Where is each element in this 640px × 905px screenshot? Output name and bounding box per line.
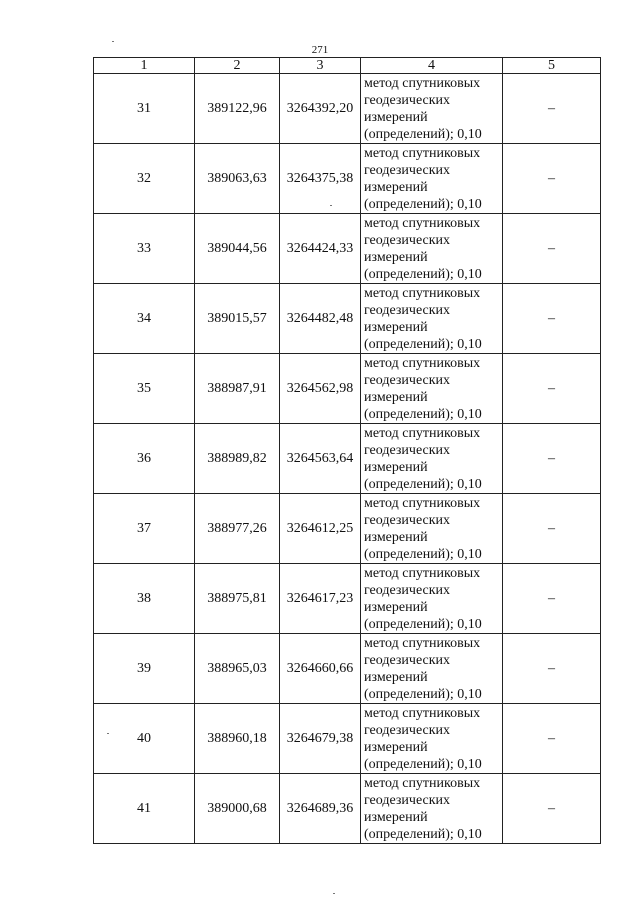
x-coordinate-cell: 389063,63 — [195, 144, 280, 214]
y-coordinate-cell: 3264689,36 — [280, 774, 361, 844]
point-number-cell: 33 — [94, 214, 195, 284]
method-line: измерений — [364, 389, 428, 405]
point-number-cell: 37 — [94, 494, 195, 564]
method-line: измерений — [364, 669, 428, 685]
x-coordinate-cell: 389015,57 — [195, 284, 280, 354]
method-line: геодезических — [364, 512, 451, 528]
point-number-cell: 35 — [94, 354, 195, 424]
method-cell — [361, 354, 503, 424]
method-line: геодезических — [364, 162, 451, 178]
x-coordinate-cell: 388989,82 — [195, 424, 280, 494]
method-cell — [361, 704, 503, 774]
column-header-1: 1 — [94, 58, 195, 74]
column-header-5: 5 — [503, 58, 601, 74]
method-line: геодезических — [364, 792, 451, 808]
note-dash: – — [548, 170, 555, 186]
method-line: измерений — [364, 179, 428, 195]
scan-speck — [107, 733, 109, 734]
method-line: метод спутниковых — [364, 705, 481, 721]
method-line: геодезических — [364, 722, 451, 738]
method-line: геодезических — [364, 302, 451, 318]
point-number-cell: 41 — [94, 774, 195, 844]
note-dash: – — [548, 100, 555, 116]
x-coordinate-cell: 389122,96 — [195, 74, 280, 144]
x-coordinate-cell: 388975,81 — [195, 564, 280, 634]
point-number-cell: 39 — [94, 634, 195, 704]
point-number-cell: 34 — [94, 284, 195, 354]
point-number-cell: 36 — [94, 424, 195, 494]
note-dash: – — [548, 800, 555, 816]
column-header-4: 4 — [361, 58, 503, 74]
method-line: геодезических — [364, 92, 451, 108]
note-cell — [503, 424, 601, 494]
point-number-cell: 32 — [94, 144, 195, 214]
method-line: измерений — [364, 459, 428, 475]
y-coordinate-cell: 3264392,20 — [280, 74, 361, 144]
method-cell — [361, 214, 503, 284]
method-cell — [361, 774, 503, 844]
x-coordinate-cell: 388977,26 — [195, 494, 280, 564]
note-cell — [503, 144, 601, 214]
method-cell — [361, 284, 503, 354]
x-coordinate-cell: 388960,18 — [195, 704, 280, 774]
table-row — [94, 494, 601, 564]
method-cell — [361, 424, 503, 494]
method-cell — [361, 144, 503, 214]
x-coordinate-cell: 388987,91 — [195, 354, 280, 424]
note-cell — [503, 74, 601, 144]
method-line: (определений); 0,10 — [364, 756, 482, 772]
x-coordinate-cell: 388965,03 — [195, 634, 280, 704]
note-dash: – — [548, 380, 555, 396]
y-coordinate-cell: 3264375,38 — [280, 144, 361, 214]
column-header-3: 3 — [280, 58, 361, 74]
method-line: геодезических — [364, 372, 451, 388]
method-line: геодезических — [364, 442, 451, 458]
table-row — [94, 774, 601, 844]
method-line: метод спутниковых — [364, 215, 481, 231]
scan-speck — [112, 41, 114, 42]
method-line: метод спутниковых — [364, 775, 481, 791]
method-line: геодезических — [364, 232, 451, 248]
point-number-cell: 31 — [94, 74, 195, 144]
method-line: (определений); 0,10 — [364, 476, 482, 492]
scan-speck — [330, 205, 332, 206]
coordinates-table — [93, 57, 601, 844]
method-line: (определений); 0,10 — [364, 616, 482, 632]
note-cell — [503, 704, 601, 774]
method-line: метод спутниковых — [364, 425, 481, 441]
method-line: (определений); 0,10 — [364, 266, 482, 282]
note-dash: – — [548, 590, 555, 606]
y-coordinate-cell: 3264660,66 — [280, 634, 361, 704]
y-coordinate-cell: 3264562,98 — [280, 354, 361, 424]
note-dash: – — [548, 660, 555, 676]
y-coordinate-cell: 3264679,38 — [280, 704, 361, 774]
method-line: (определений); 0,10 — [364, 126, 482, 142]
method-line: измерений — [364, 109, 428, 125]
table-row — [94, 214, 601, 284]
table-row — [94, 284, 601, 354]
method-line: метод спутниковых — [364, 635, 481, 651]
y-coordinate-cell: 3264612,25 — [280, 494, 361, 564]
y-coordinate-cell: 3264424,33 — [280, 214, 361, 284]
note-cell — [503, 354, 601, 424]
note-cell — [503, 634, 601, 704]
note-cell — [503, 564, 601, 634]
table-row — [94, 74, 601, 144]
note-dash: – — [548, 730, 555, 746]
method-line: измерений — [364, 599, 428, 615]
note-cell — [503, 774, 601, 844]
note-cell — [503, 284, 601, 354]
note-dash: – — [548, 310, 555, 326]
method-line: метод спутниковых — [364, 285, 481, 301]
method-line: метод спутниковых — [364, 145, 481, 161]
method-line: метод спутниковых — [364, 355, 481, 371]
method-line: (определений); 0,10 — [364, 686, 482, 702]
method-line: метод спутниковых — [364, 565, 481, 581]
note-dash: – — [548, 450, 555, 466]
table-row — [94, 634, 601, 704]
method-line: (определений); 0,10 — [364, 546, 482, 562]
method-cell — [361, 564, 503, 634]
method-line: измерений — [364, 809, 428, 825]
method-line: измерений — [364, 529, 428, 545]
method-line: (определений); 0,10 — [364, 826, 482, 842]
x-coordinate-cell: 389000,68 — [195, 774, 280, 844]
page-number: 271 — [311, 44, 329, 56]
column-header-2: 2 — [195, 58, 280, 74]
method-line: измерений — [364, 739, 428, 755]
method-line: (определений); 0,10 — [364, 196, 482, 212]
method-line: метод спутниковых — [364, 75, 481, 91]
method-cell — [361, 634, 503, 704]
note-cell — [503, 214, 601, 284]
method-line: (определений); 0,10 — [364, 406, 482, 422]
table-header-row — [94, 58, 601, 74]
table-row — [94, 564, 601, 634]
y-coordinate-cell: 3264563,64 — [280, 424, 361, 494]
table-row — [94, 144, 601, 214]
method-line: геодезических — [364, 582, 451, 598]
y-coordinate-cell: 3264617,23 — [280, 564, 361, 634]
point-number-cell: 38 — [94, 564, 195, 634]
method-cell — [361, 494, 503, 564]
y-coordinate-cell: 3264482,48 — [280, 284, 361, 354]
table-row — [94, 424, 601, 494]
note-dash: – — [548, 240, 555, 256]
table-row — [94, 704, 601, 774]
method-line: метод спутниковых — [364, 495, 481, 511]
table-row — [94, 354, 601, 424]
method-line: измерений — [364, 319, 428, 335]
method-line: геодезических — [364, 652, 451, 668]
scan-speck — [333, 893, 335, 894]
note-dash: – — [548, 520, 555, 536]
method-line: измерений — [364, 249, 428, 265]
method-cell — [361, 74, 503, 144]
note-cell — [503, 494, 601, 564]
method-line: (определений); 0,10 — [364, 336, 482, 352]
x-coordinate-cell: 389044,56 — [195, 214, 280, 284]
point-number-cell: 40 — [94, 704, 195, 774]
